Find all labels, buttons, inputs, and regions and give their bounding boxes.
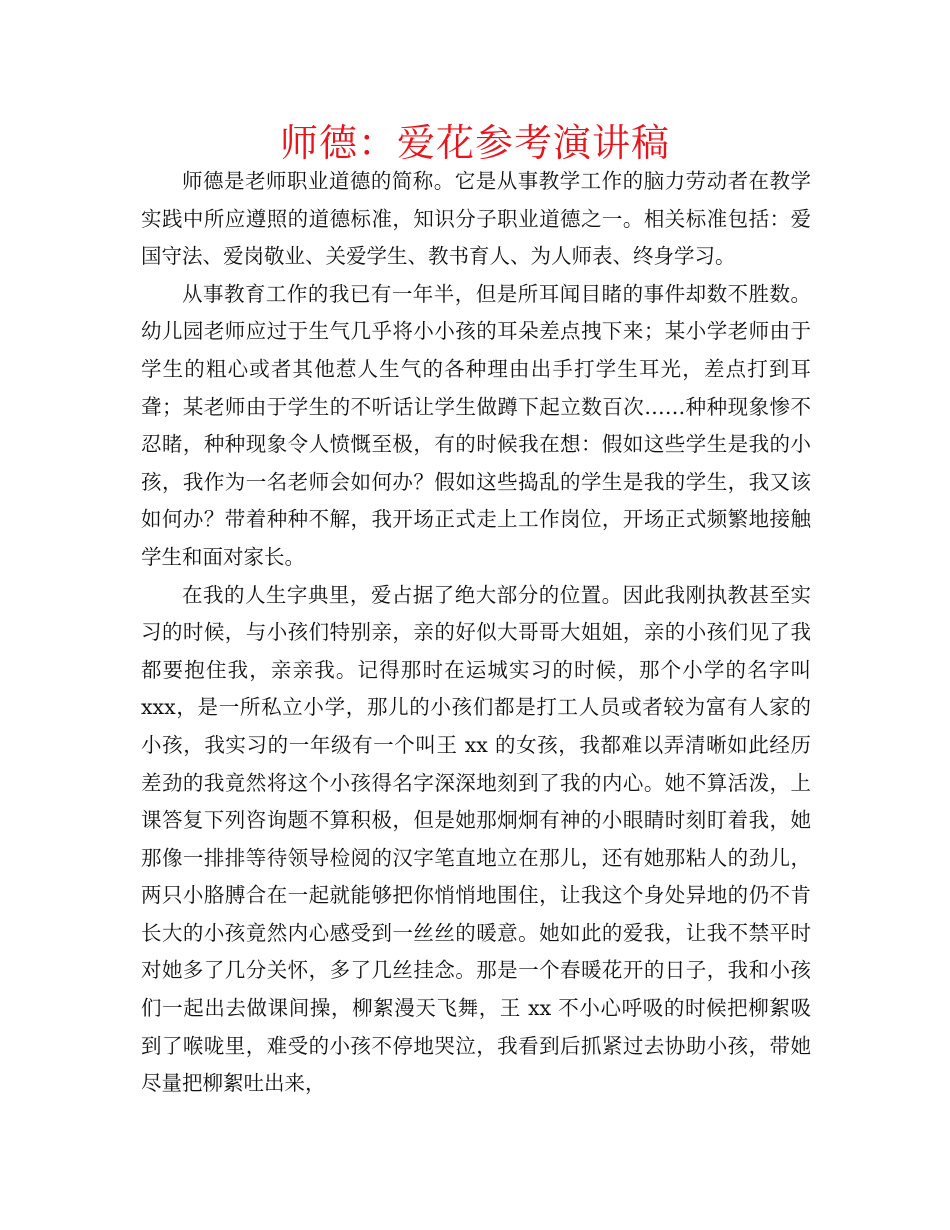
paragraph-observations: 从事教育工作的我已有一年半，但是所耳闻目睹的事件却数不胜数。幼儿园老师应过于生气几乎将小小孩的耳朵差点拽下来；某小学老师由于学生的粗心或者其他惹人生气的各种理由出手打学生耳光，差点打到耳聋；某老师由于学生的不听话让学生做蹲下起立数百次……种种现象惨不忍睹，种种现象令人愤慨至极，有的时候我在想：假如这些学生是我的小孩，我作为一名老师会如何办？假如这些捣乱的学生是我的学生，我又该如何办？带着种种不解，我开场正式走上工作岗位，开场正式频繁地接触学生和面对家长。	[141, 281, 811, 569]
paragraph-definition: 师德是老师职业道德的简称。它是从事教学工作的脑力劳动者在教学实践中所应遵照的道德标准，知识分子职业道德之一。相关标准包括：爱国守法、爱岗敬业、关爱学生、教书育人、为人师表、终身学习。	[141, 169, 811, 269]
paragraph-experience: 在我的人生字典里，爱占据了绝大部分的位置。因此我刚执教甚至实习的时候，与小孩们特别亲，亲的好似大哥哥大姐姐，亲的小孩们见了我都要抱住我，亲亲我。记得那时在运城实习的时候，那个小学的名字叫 xxx，是一所私立小学，那儿的小孩们都是打工人员或者较为富有人家的小孩，我实习的一年级有一个叫王 xx 的女孩，我都难以弄清晰如此经历差劲的我竟然将这个小孩得名字深深地刻到了我的内心。她不算活泼，上课答复下列咨询题不算积极，但是她那炯炯有神的小眼睛时刻盯着我，她那像一排排等待领导检阅的汉字笔直地立在那儿，还有她那粘人的劲儿，两只小胳膊合在一起就能够把你悄悄地围住，让我这个身处异地的仍不肯长大的小孩竟然内心感受到一丝丝的暖意。她如此的爱我，让我不禁平时对她多了几分关怀，多了几丝挂念。那是一个春暖花开的日子，我和小孩们一起出去做课间操，柳絮漫天飞舞，王 xx 不小心呼吸的时候把柳絮吸到了喉咙里，难受的小孩不停地哭泣，我看到后抓紧过去协助小孩，带她尽量把柳絮吐出来，	[141, 582, 811, 1096]
document-body	[141, 163, 811, 1103]
document-title: 师德：爱花参考演讲稿	[279, 121, 670, 165]
